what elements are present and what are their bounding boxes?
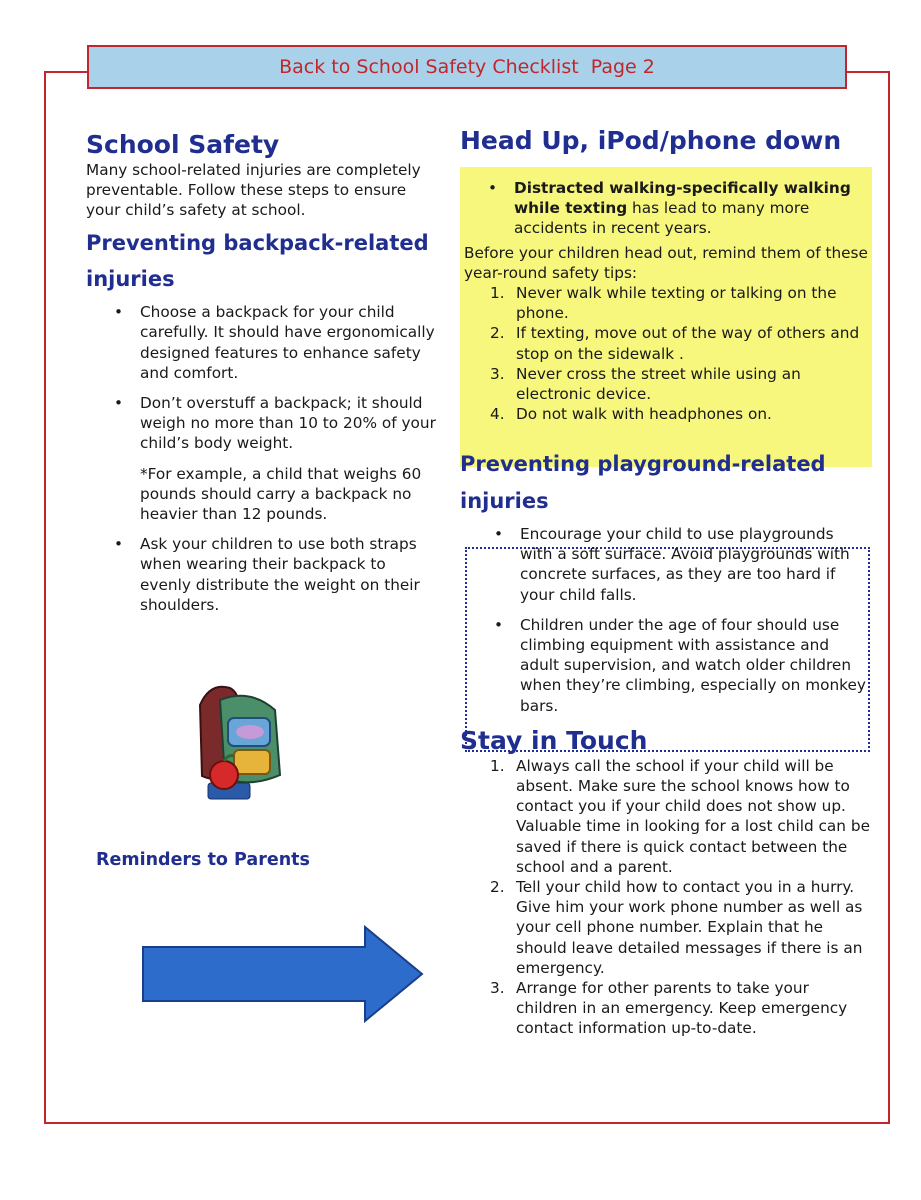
list-item (460, 178, 870, 239)
phone-heading: Head Up, iPod/phone down (460, 126, 842, 155)
list-item: 3. Arrange for other parents to take your children in an emergency. Keep emergency contact information up-to-date. (490, 979, 848, 1038)
list-item: 2. If texting, move out of the way of others and stop on the sidewalk . (490, 324, 860, 363)
list-item: • Encourage your child to use playgrounds with a soft surface. Avoid playgrounds with concrete surfaces, as they are too hard if your child falls. (466, 524, 866, 605)
list-item: 1. Always call the school if your child will be absent. Make sure the school knows how to contact you if your child does not show up. Valuable time in looking for a lost child can be saved if there is quick contact between the school and a parent. (490, 756, 870, 876)
touch-text: Arrange for other parents to take your children in an emergency. Keep emergency contact information up-to-date. (516, 979, 848, 1038)
page-header (87, 45, 847, 89)
stay-in-touch-list (460, 756, 870, 1039)
list-item: 3. Never cross the street while using an electronic device. (490, 364, 801, 404)
phone-tips-list (460, 283, 870, 424)
playground-list (460, 524, 866, 716)
page-header-title: Back to School Safety Checklist Page 2 (279, 56, 655, 78)
backpack-example-text: *For example, a child that weighs 60 pounds should carry a backpack no heavier than 12 pounds. (140, 464, 422, 523)
tip-text: Never walk while texting or talking on the phone. (516, 284, 837, 323)
phone-lead: Before your children head out, remind them of these year-round safety tips: (464, 243, 868, 282)
phone-bullet-rest: has lead to many more accidents in recent years. (514, 199, 810, 238)
list-item: • Children under the age of four should use climbing equipment with assistance and adult supervision, and watch older children when they’re climbing, especially on monkey bars. (466, 615, 866, 716)
list-item (86, 393, 436, 454)
backpack-heading: Preventing backpack-related injuries (86, 230, 429, 292)
tip-text: Do not walk with headphones on. (516, 405, 772, 424)
list-item-text: Don’t overstuff a backpack; it should weigh no more than 10 to 20% of your child’s body weight. (140, 393, 436, 453)
list-item: 2. Tell your child how to contact you in a hurry. Give him your work phone number as well as your cell phone number. Explain that he should leave detailed messages if there is an emergency. (490, 877, 863, 977)
school-safety-intro: Many school-related injuries are completely preventable. Follow these steps to ensure your child’s safety at school. (86, 161, 421, 220)
left-column (86, 130, 436, 625)
list-item: • Ask your children to use both straps when wearing their backpack to evenly distribute the weight on their shoulders. (86, 534, 436, 615)
school-safety-heading: School Safety (86, 130, 280, 159)
right-arrow-icon (140, 924, 425, 1024)
right-column (460, 126, 870, 1039)
phone-bullet-bold: Distracted walking-specifically walking while texting (514, 179, 851, 218)
list-item: 1. Never walk while texting or talking on the phone. (490, 284, 837, 323)
backpack-example (86, 464, 436, 525)
phone-bullet-list (460, 178, 870, 239)
reminders-label: Reminders to Parents (96, 850, 310, 870)
playground-heading: Preventing playground-related injuries (460, 452, 826, 514)
touch-text: Tell your child how to contact you in a hurry. Give him your work phone number as well as your cell phone number. Explain that he should leave detailed messages if there is an emergency. (516, 877, 863, 977)
touch-text: Always call the school if your child will be absent. Make sure the school knows how to contact you if your child does not show up. Valuable time in looking for a lost child can be saved if there is quick contact between the school and a parent. (516, 756, 870, 876)
list-item: • Choose a backpack for your child carefully. It should have ergonomically designed features to enhance safety and comfort. (86, 302, 436, 383)
backpack-list (86, 302, 436, 615)
tip-text: If texting, move out of the way of others and stop on the sidewalk . (516, 324, 860, 363)
tip-text: Never cross the street while using an electronic device. (516, 364, 801, 404)
list-item: 4. Do not walk with headphones on. (490, 405, 772, 424)
backpack-clipart-icon (180, 680, 290, 805)
stay-in-touch-heading: Stay in Touch (460, 725, 648, 755)
